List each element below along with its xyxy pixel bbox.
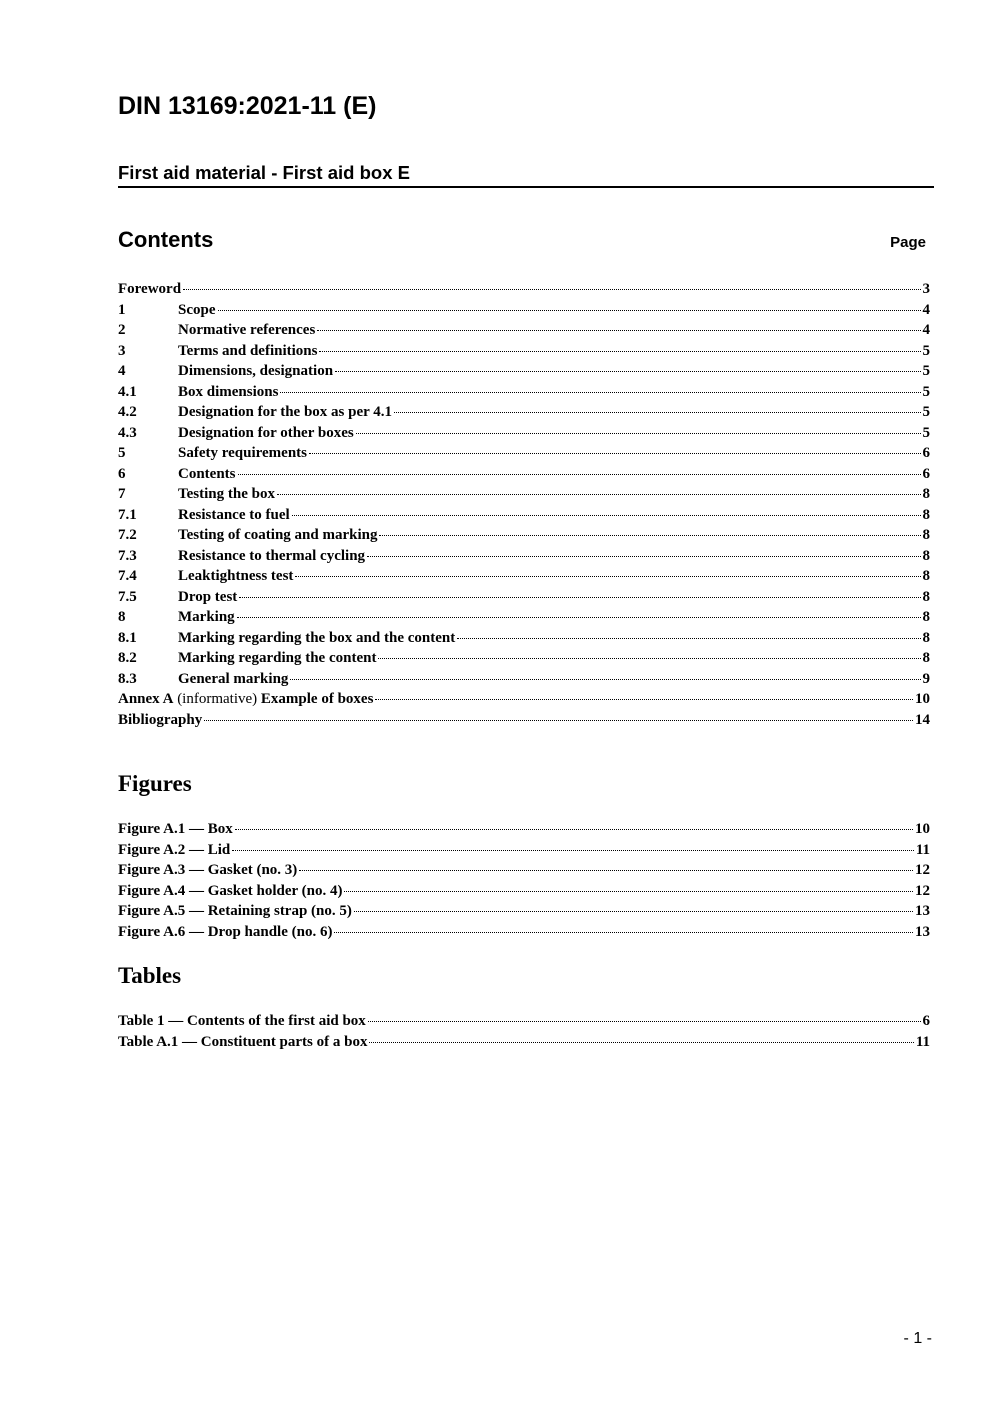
toc-entry-label-tail: Example of boxes xyxy=(260,691,374,707)
toc-entry[interactable] xyxy=(118,568,930,589)
toc-entry-label xyxy=(178,343,317,360)
tables-heading: Tables xyxy=(118,963,182,988)
toc-entry[interactable] xyxy=(118,466,930,487)
toc-entry[interactable] xyxy=(118,322,930,343)
toc-entry-page: 5 xyxy=(922,342,930,359)
toc-entry[interactable] xyxy=(118,691,930,712)
toc-entry-label-text: Scope xyxy=(178,301,216,318)
toc-entry-label-text: Normative references xyxy=(178,322,316,338)
toc-leader-dots xyxy=(354,911,913,912)
toc-leader-dots xyxy=(368,1021,921,1022)
toc-entry-page: 8 xyxy=(922,629,930,646)
toc-entry-page: 4 xyxy=(922,301,930,318)
toc-entry-number: 3 xyxy=(118,342,126,359)
figures-list xyxy=(118,821,930,944)
toc-entry-number: 5 xyxy=(118,445,126,461)
toc-entry-label-text: Leaktightness test xyxy=(178,568,294,584)
toc-leader-dots xyxy=(334,932,913,933)
toc-entry-label xyxy=(178,671,288,688)
toc-entry[interactable] xyxy=(118,527,930,548)
tables-list xyxy=(118,1013,930,1054)
toc-entry-label-text: Figure A.5 — Retaining strap (no. 5) xyxy=(118,903,352,919)
toc-entry[interactable] xyxy=(118,883,930,904)
toc-leader-dots xyxy=(237,617,921,618)
toc-entry-number: 4.3 xyxy=(118,424,137,441)
toc-entry-page: 5 xyxy=(922,383,930,400)
toc-entry-page: 8 xyxy=(922,568,930,584)
toc-leader-dots xyxy=(235,829,913,830)
toc-entry-label-text: Drop test xyxy=(178,588,238,605)
toc-entry[interactable] xyxy=(118,712,930,733)
toc-entry-page: 13 xyxy=(915,903,930,919)
toc-leader-dots xyxy=(317,330,920,331)
toc-entry-label-annotation: (informative) xyxy=(173,691,261,707)
toc-entry[interactable] xyxy=(118,302,930,323)
toc-entry-page: 8 xyxy=(922,506,930,523)
footer-page-number: - 1 - xyxy=(903,1330,932,1347)
toc-entry-page: 8 xyxy=(922,588,930,605)
toc-leader-dots xyxy=(356,433,921,434)
toc-entry-label xyxy=(178,568,293,585)
toc-leader-dots xyxy=(335,371,920,372)
toc-entry-page: 12 xyxy=(915,882,930,899)
toc-leader-dots xyxy=(280,392,920,393)
toc-entry[interactable] xyxy=(118,404,930,425)
toc-entry-label xyxy=(178,507,290,524)
toc-entry-label-text: Marking xyxy=(178,609,235,625)
toc-entry-label-text: Testing the box xyxy=(178,486,275,502)
toc-entry[interactable] xyxy=(118,343,930,364)
toc-leader-dots xyxy=(367,556,920,557)
toc-entry-page: 6 xyxy=(922,1013,930,1029)
toc-entry[interactable] xyxy=(118,924,930,945)
toc-entry-page: 3 xyxy=(922,281,930,297)
toc-entry-label xyxy=(178,486,275,503)
toc-leader-dots xyxy=(218,310,921,311)
toc-entry-label xyxy=(118,281,181,298)
toc-entry-label-text: Annex A xyxy=(118,691,174,707)
toc-entry-label-text: Designation for other boxes xyxy=(178,424,354,441)
toc-entry-number: 8.3 xyxy=(118,670,137,687)
toc-entry-label-text: General marking xyxy=(178,670,289,687)
toc-entry-label xyxy=(178,527,377,544)
toc-entry-label xyxy=(118,862,297,879)
toc-leader-dots xyxy=(232,850,914,851)
toc-leader-dots xyxy=(457,638,920,639)
toc-entry-label xyxy=(178,404,392,421)
toc-leader-dots xyxy=(183,289,920,290)
toc-leader-dots xyxy=(277,494,921,495)
toc-leader-dots xyxy=(378,658,920,659)
toc-entry-label xyxy=(178,322,315,339)
toc-leader-dots xyxy=(292,515,921,516)
toc-entry-label-text: Safety requirements xyxy=(178,445,308,461)
toc-entry-page: 8 xyxy=(922,609,930,625)
toc-leader-dots xyxy=(299,870,913,871)
toc-entry-label xyxy=(118,924,332,941)
toc-entry-page: 13 xyxy=(915,923,930,940)
toc-entry-label-text: Box dimensions xyxy=(178,383,279,400)
document-id: DIN 13169:2021-11 (E) xyxy=(118,92,377,120)
toc-entry-label xyxy=(118,1013,366,1030)
toc-leader-dots xyxy=(309,453,920,454)
toc-entry-label xyxy=(178,589,237,606)
toc-entry-page: 8 xyxy=(922,486,930,502)
toc-entry-label xyxy=(178,363,333,380)
toc-entry-page: 4 xyxy=(922,322,930,338)
toc-entry-page: 10 xyxy=(915,691,930,707)
toc-entry[interactable] xyxy=(118,1034,930,1055)
toc-entry-label xyxy=(178,650,376,667)
toc-entry-label-text: Terms and definitions xyxy=(178,342,318,359)
toc-entry[interactable] xyxy=(118,363,930,384)
toc-leader-dots xyxy=(375,699,913,700)
toc-entry[interactable] xyxy=(118,650,930,671)
toc-entry-label xyxy=(118,903,352,920)
toc-entry-label-text: Testing of coating and marking xyxy=(178,527,378,543)
toc-entry-label xyxy=(118,1034,367,1051)
toc-entry[interactable] xyxy=(118,671,930,692)
figures-heading: Figures xyxy=(118,771,192,796)
toc-entry-number: 4.1 xyxy=(118,383,137,400)
toc-entry-page: 8 xyxy=(922,547,930,564)
contents-heading: Contents xyxy=(118,227,214,252)
toc-entry-page: 5 xyxy=(922,424,930,441)
toc-entry-label-text: Figure A.4 — Gasket holder (no. 4) xyxy=(118,882,343,899)
toc-entry-page: 5 xyxy=(922,404,930,420)
toc-leader-dots xyxy=(394,412,920,413)
toc-entry-number: 1 xyxy=(118,301,126,318)
page-column-heading: Page xyxy=(890,234,926,251)
toc-entry-label-text: Figure A.1 — Box xyxy=(118,821,233,837)
toc-entry-number: 7.3 xyxy=(118,547,137,564)
toc-entry[interactable] xyxy=(118,903,930,924)
toc-entry-page: 11 xyxy=(915,841,930,858)
toc-entry-label xyxy=(118,883,342,900)
toc-entry-page: 6 xyxy=(922,465,930,482)
toc-entry-page: 14 xyxy=(915,711,930,728)
toc-entry-number: 7.2 xyxy=(118,527,137,543)
toc-entry-label xyxy=(178,445,307,462)
toc-entry-label xyxy=(178,548,365,565)
toc-leader-dots xyxy=(295,576,920,577)
toc-entry-label xyxy=(178,630,455,647)
toc-entry-number: 7 xyxy=(118,486,126,502)
toc-entry-number: 8.1 xyxy=(118,629,137,646)
document-title: First aid material - First aid box E xyxy=(118,162,934,188)
toc-entry-number: 2 xyxy=(118,322,126,338)
toc-entry[interactable] xyxy=(118,862,930,883)
contents-list xyxy=(118,281,930,732)
toc-leader-dots xyxy=(379,535,920,536)
toc-entry-label-text: Figure A.2 — Lid xyxy=(118,841,231,858)
toc-leader-dots xyxy=(238,474,921,475)
toc-entry[interactable] xyxy=(118,1013,930,1034)
toc-entry-page: 9 xyxy=(922,670,930,687)
toc-entry-label-text: Dimensions, designation xyxy=(178,363,334,379)
toc-entry[interactable] xyxy=(118,445,930,466)
toc-entry-number: 7.4 xyxy=(118,568,137,584)
toc-entry[interactable] xyxy=(118,507,930,528)
toc-leader-dots xyxy=(369,1042,913,1043)
toc-entry[interactable] xyxy=(118,281,930,302)
toc-leader-dots xyxy=(239,597,920,598)
toc-entry-label-text: Foreword xyxy=(118,281,182,297)
toc-entry-label-text: Figure A.3 — Gasket (no. 3) xyxy=(118,862,298,878)
toc-leader-dots xyxy=(344,891,913,892)
toc-entry-label xyxy=(178,466,236,483)
toc-entry-page: 5 xyxy=(922,363,930,379)
toc-entry[interactable] xyxy=(118,842,930,863)
toc-entry-page: 6 xyxy=(922,445,930,461)
toc-entry-label xyxy=(118,712,202,729)
toc-entry-number: 4.2 xyxy=(118,404,137,420)
toc-leader-dots xyxy=(319,351,920,352)
toc-entry-label xyxy=(178,384,278,401)
toc-entry-label xyxy=(178,302,216,319)
toc-entry-label-text: Marking regarding the content xyxy=(178,650,377,666)
toc-entry-page: 11 xyxy=(915,1033,930,1050)
toc-entry-label-text: Designation for the box as per 4.1 xyxy=(178,404,393,420)
toc-entry[interactable] xyxy=(118,384,930,405)
toc-entry-label xyxy=(118,842,230,859)
toc-entry-label-text: Table A.1 — Constituent parts of a box xyxy=(118,1033,368,1050)
toc-entry-page: 12 xyxy=(915,862,930,878)
toc-entry[interactable] xyxy=(118,486,930,507)
toc-entry-page: 8 xyxy=(922,527,930,543)
toc-entry[interactable] xyxy=(118,548,930,569)
toc-entry-number: 4 xyxy=(118,363,126,379)
toc-entry-page: 10 xyxy=(915,821,930,837)
toc-entry-label-text: Contents xyxy=(178,465,236,482)
toc-entry[interactable] xyxy=(118,630,930,651)
toc-entry-label-text: Resistance to fuel xyxy=(178,506,290,523)
toc-entry-label-text: Figure A.6 — Drop handle (no. 6) xyxy=(118,923,333,940)
toc-entry-label xyxy=(118,691,373,708)
toc-entry-label-text: Marking regarding the box and the content xyxy=(178,629,456,646)
toc-entry[interactable] xyxy=(118,821,930,842)
toc-entry-page: 8 xyxy=(922,650,930,666)
toc-leader-dots xyxy=(290,679,920,680)
toc-entry-number: 7.1 xyxy=(118,506,137,523)
toc-entry-label-text: Table 1 — Contents of the first aid box xyxy=(118,1013,366,1029)
toc-leader-dots xyxy=(204,720,913,721)
toc-entry-label-text: Bibliography xyxy=(118,711,203,728)
toc-entry[interactable] xyxy=(118,609,930,630)
toc-entry-label xyxy=(178,609,235,626)
toc-entry-label xyxy=(178,425,354,442)
toc-entry-number: 8 xyxy=(118,609,126,625)
toc-entry[interactable] xyxy=(118,425,930,446)
toc-entry-number: 6 xyxy=(118,465,126,482)
toc-entry-number: 7.5 xyxy=(118,588,137,605)
toc-entry-label-text: Resistance to thermal cycling xyxy=(178,547,366,564)
toc-entry[interactable] xyxy=(118,589,930,610)
toc-entry-label xyxy=(118,821,233,838)
toc-entry-number: 8.2 xyxy=(118,650,137,666)
